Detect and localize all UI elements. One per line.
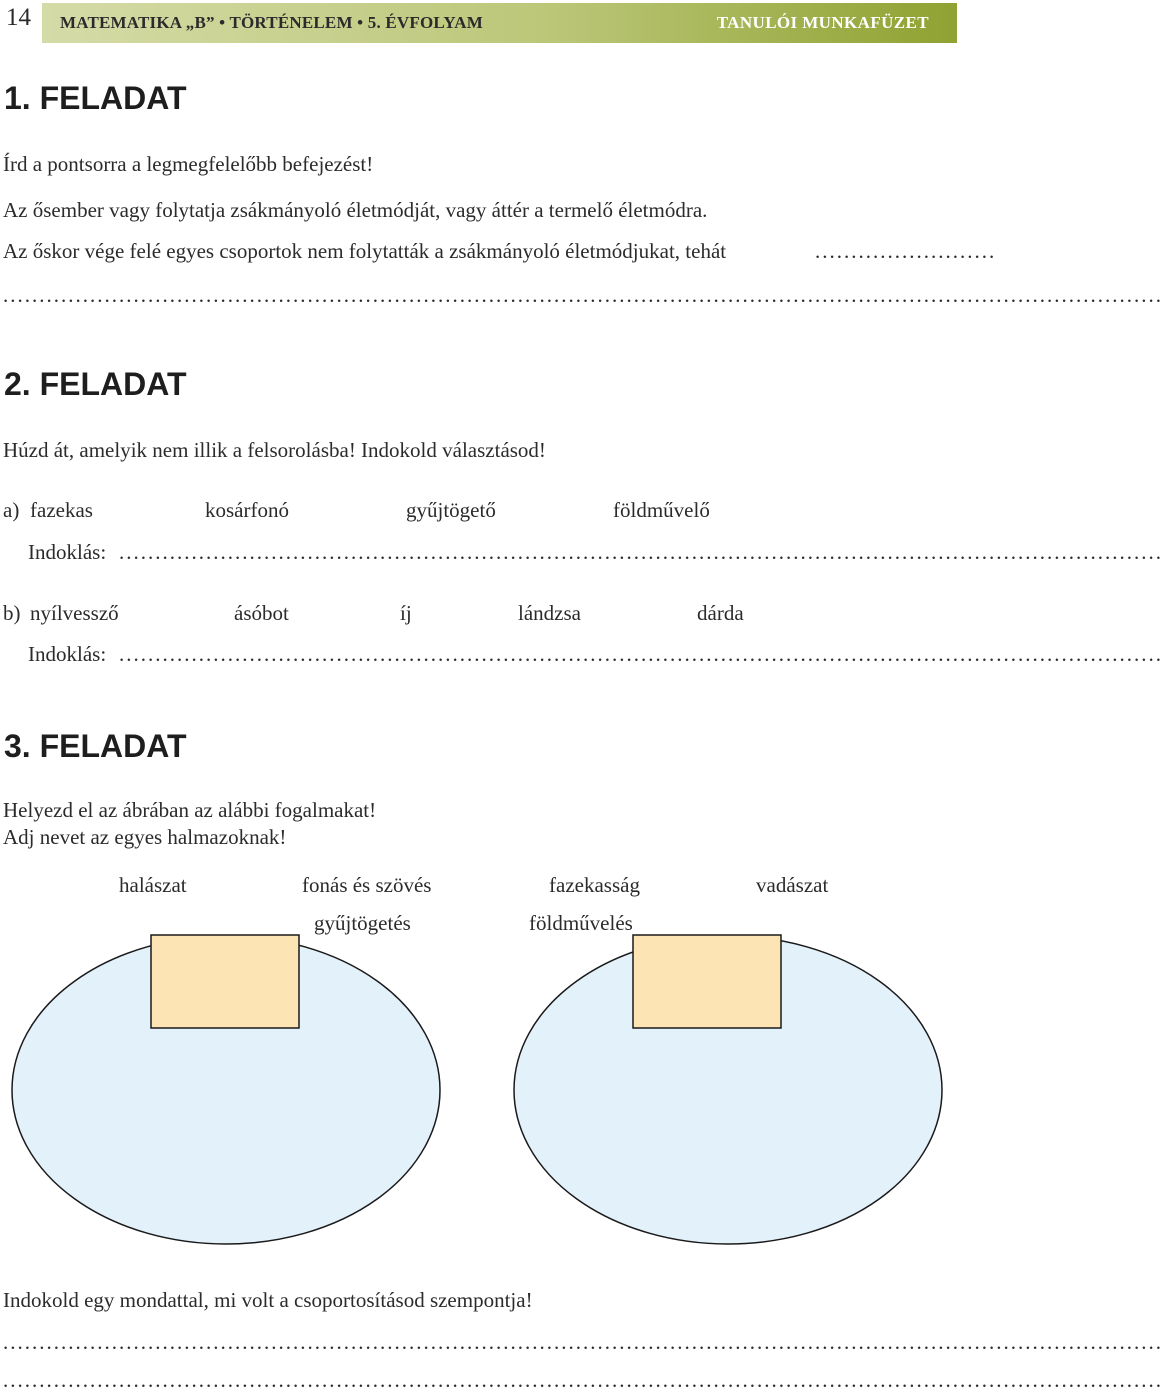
page-header — [0, 0, 960, 44]
task2b-reason-label: Indoklás: — [28, 642, 107, 666]
task3-term[interactable]: vadászat — [756, 873, 829, 897]
task2-instruction: Húzd át, amelyik nem illik a felsorolásba! Indokold választásod! — [3, 438, 546, 462]
task2a-marker: a) — [3, 498, 20, 522]
task3-term[interactable]: halászat — [119, 873, 187, 897]
header-workbook-title: TANULÓI MUNKAFÜZET — [716, 13, 929, 32]
task3-term[interactable]: földművelés — [529, 911, 633, 935]
task3-instruction-line1: Helyezd el az ábrában az alábbi fogalmakat! — [3, 798, 377, 822]
task2b-marker: b) — [3, 601, 21, 625]
task1-sentence2: Az őskor vége felé egyes csoportok nem folytatták a zsákmányoló életmódjukat, tehát — [3, 239, 727, 263]
task3-term[interactable]: fonás és szövés — [302, 873, 432, 897]
task3-answer-dots-line1[interactable]: ................................................................................................................................................................ — [3, 1330, 1163, 1354]
task1-sentence1: Az ősember vagy folytatja zsákmányoló életmódját, vagy áttér a termelő életmódra. — [3, 198, 708, 222]
task2a-reason-dots[interactable]: ................................................................................................................................................ — [119, 540, 1163, 564]
task3-final-question: Indokold egy mondattal, mi volt a csoportosításod szempontja! — [3, 1288, 533, 1312]
task2a-word[interactable]: kosárfonó — [205, 498, 289, 522]
page-number: 14 — [6, 4, 31, 31]
task2b-word[interactable]: dárda — [697, 601, 744, 625]
task1-instruction: Írd a pontsorra a legmegfelelőbb befejezést! — [3, 152, 374, 176]
task2a-word[interactable]: földművelő — [613, 498, 710, 522]
task2a-word[interactable]: fazekas — [30, 498, 93, 522]
task2a-word[interactable]: gyűjtögető — [406, 498, 496, 522]
task2a-reason-label: Indoklás: — [28, 540, 107, 564]
task1-answer-dots-line2[interactable]: ................................................................................................................................................................ — [3, 283, 1163, 307]
task2b-word[interactable]: nyílvessző — [30, 601, 119, 625]
task1-answer-dots-line1[interactable]: ......................... — [815, 239, 997, 263]
set-right-name-box[interactable] — [633, 935, 781, 1028]
task3-term[interactable]: fazekasság — [549, 873, 640, 897]
task2b-word[interactable]: íj — [400, 601, 412, 625]
task2b-word[interactable]: lándzsa — [518, 601, 581, 625]
task1-title: 1. FELADAT — [4, 80, 187, 116]
task3-term[interactable]: gyűjtögetés — [314, 911, 411, 935]
venn-diagram — [0, 935, 960, 1265]
task3-answer-dots-line2[interactable]: ................................................................................................................................................................ — [3, 1368, 1163, 1392]
task3-instruction-line2: Adj nevet az egyes halmazoknak! — [3, 825, 287, 849]
task3-title: 3. FELADAT — [4, 728, 187, 764]
task2b-word[interactable]: ásóbot — [234, 601, 289, 625]
set-left-name-box[interactable] — [151, 935, 299, 1028]
task2-title: 2. FELADAT — [4, 366, 187, 402]
header-bar — [42, 3, 957, 43]
header-subject-title: MATEMATIKA „B” • TÖRTÉNELEM • 5. ÉVFOLYAM — [60, 13, 483, 32]
task2b-reason-dots[interactable]: ................................................................................................................................................ — [119, 642, 1163, 666]
